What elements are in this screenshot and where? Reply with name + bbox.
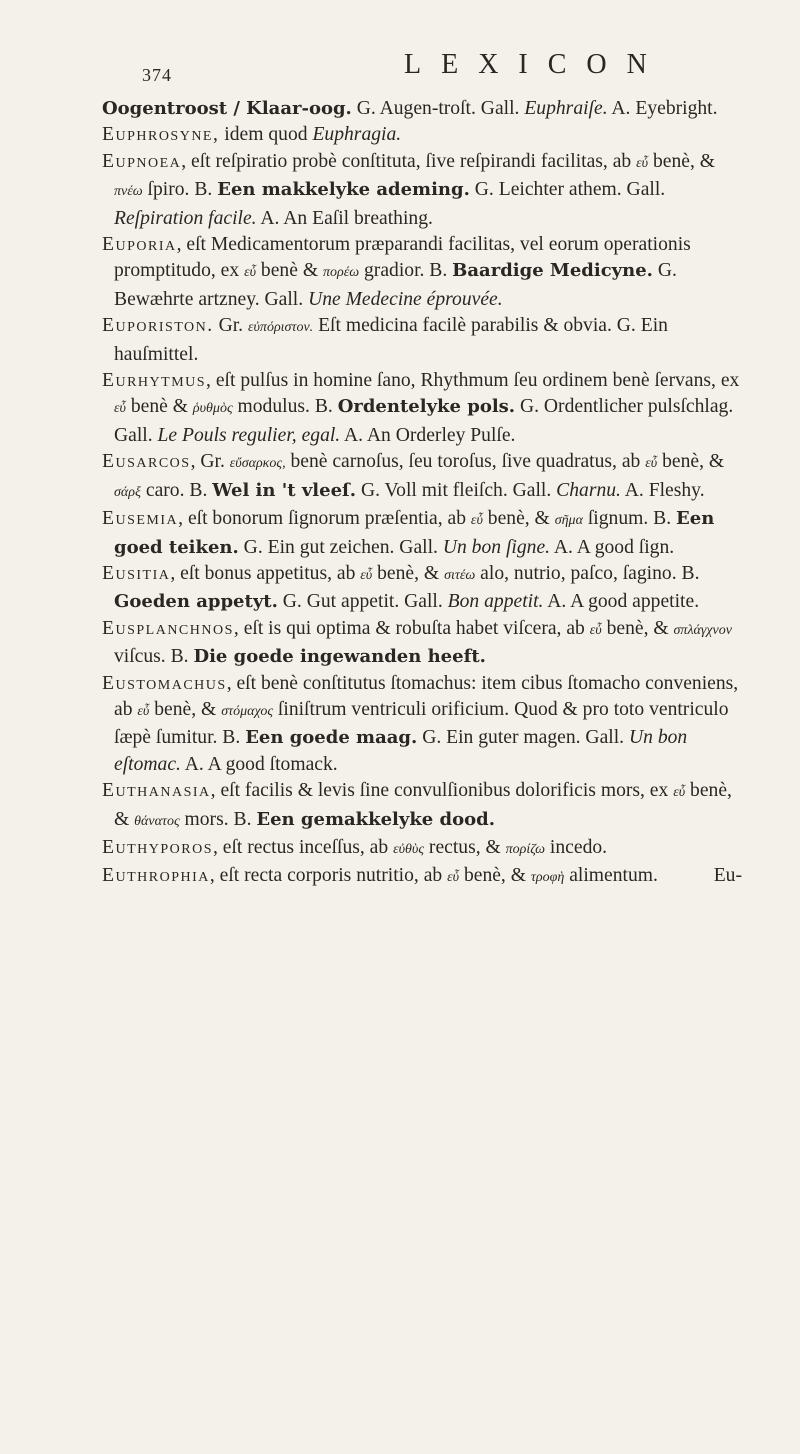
dutch-term: Baardige Medicyne. xyxy=(452,260,653,282)
entry-text: A. Eyebright. xyxy=(607,98,718,119)
entry-text: alo, nutrio, paſco, ſagino. B. xyxy=(475,562,700,584)
cross-reference: Euphragia. xyxy=(312,124,402,146)
entry-text: benè, & xyxy=(482,508,555,530)
entry-text: benè, & xyxy=(657,451,725,473)
headword: Eupnoea xyxy=(102,150,182,172)
entry-text: , eſt is qui optima & robuſta habet viſcera, ab xyxy=(233,617,590,639)
greek-word: εὔσαρκος, xyxy=(229,456,286,472)
french-term: Une Medecine éprouvée. xyxy=(308,288,503,310)
headword: Eusplanchnos xyxy=(102,617,234,639)
catchword: Eu- xyxy=(713,865,742,887)
entry-text: benè, & xyxy=(601,617,674,639)
dutch-term: Een goed teiken. xyxy=(114,508,715,558)
entry-text: , Gr. xyxy=(190,451,230,473)
dutch-term: Ordentelyke pols. xyxy=(337,396,516,418)
greek-word: σάρξ xyxy=(114,484,141,500)
entry-euphrosyne xyxy=(102,122,742,148)
entry-text: Gr. xyxy=(213,315,248,337)
entry-text: G. Voll mit fleiſch. Gall. xyxy=(356,479,557,501)
greek-word: εὖ xyxy=(589,622,602,638)
greek-word: εὐπόριστον. xyxy=(247,320,314,336)
entry-text: , eſt Medicamentorum præparandi facilitas, vel eorum operationis promptitudo, ex xyxy=(114,234,691,282)
entry-text: gradior. B. xyxy=(359,260,453,282)
entry-text: mors. B. xyxy=(179,808,257,830)
entry-eusarcos xyxy=(102,449,742,506)
entry-text: A. An Orderley Pulſe. xyxy=(340,424,516,446)
entry-euporia xyxy=(102,232,742,313)
greek-word: στόμαχος xyxy=(221,703,274,719)
greek-word: εὖ xyxy=(673,785,686,801)
entry-text: , eſt reſpiratio probè conſtituta, ſive reſpirandi facilitas, ab xyxy=(181,150,637,172)
dutch-term: Een makkelyke ademing. xyxy=(217,179,470,201)
greek-word: πνέω xyxy=(114,184,143,200)
entry-text: A. Fleshy. xyxy=(620,479,705,501)
headword: Eusarcos xyxy=(102,451,191,473)
entry-text: ſignum. B. xyxy=(582,508,677,530)
entry-text: rectus, & xyxy=(424,836,506,858)
greek-word: εὖ xyxy=(360,567,373,583)
greek-word: εὐθὺς xyxy=(393,841,425,857)
entry-text: G. Bewæhrte artzney. Gall. xyxy=(114,260,677,310)
entry-text: G. Augen-troſt. Gall. xyxy=(351,98,525,119)
entry-text: G. Ordentlicher pulsſchlag. Gall. xyxy=(114,396,734,446)
greek-word: εὖ xyxy=(114,401,126,417)
entry-text: Eſt medicina facilè parabilis & obvia. G. Ein hauſmittel. xyxy=(114,315,668,365)
greek-word: πορίζω xyxy=(505,841,546,857)
entry-euthrophia xyxy=(102,863,742,891)
headword: Eustomachus xyxy=(102,672,227,694)
entry-text: benè, & xyxy=(372,562,445,584)
entry-text: G. Ein guter magen. Gall. xyxy=(417,727,629,749)
french-term: Bon appetit. xyxy=(447,591,544,613)
entry-euthyporos xyxy=(102,835,742,863)
entry-text: , eſt pulſus in homine ſano, Rhythmum ſeu ordinem benè ſervans, ex xyxy=(206,370,740,392)
greek-word: σῆμα xyxy=(554,513,583,529)
entry-eustomachus xyxy=(102,671,742,779)
french-term: Charnu. xyxy=(556,479,621,501)
entry-text: , eſt recta corporis nutritio, ab xyxy=(209,865,448,887)
entry-oogentroost xyxy=(102,96,742,122)
dutch-term: Wel in 't vleeſ. xyxy=(212,479,357,501)
greek-word: τροφὴ xyxy=(530,870,565,886)
greek-word: εὖ xyxy=(645,456,658,472)
entry-text: G. Ein gut zeichen. Gall. xyxy=(238,536,443,558)
greek-word: εὖ xyxy=(447,870,460,886)
dutch-term: Goeden appetyt. xyxy=(114,591,278,613)
entry-text: benè, & xyxy=(648,150,715,172)
entry-text: A. A good ſtomack. xyxy=(180,753,338,775)
greek-word: θάνατος xyxy=(134,813,180,829)
entry-euthanasia xyxy=(102,778,742,835)
greek-word: ῥυθμὸς xyxy=(192,401,233,417)
entry-text: A. An Eaſil breathing. xyxy=(256,207,433,229)
entry-text: ſpiro. B. xyxy=(142,179,218,201)
greek-word: εὖ xyxy=(636,155,649,171)
entry-text: , eſt bonorum ſignorum præſentia, ab xyxy=(178,508,471,530)
greek-word: σιτέω xyxy=(444,567,476,583)
french-term: Un bon ſigne. xyxy=(442,536,551,558)
entry-text: benè & xyxy=(125,396,193,418)
headword: Euporiston. xyxy=(102,315,214,337)
entry-text: A. A good appetite. xyxy=(543,591,700,613)
entry-eurhytmus xyxy=(102,368,742,449)
entry-text: ſiniſtrum ventriculi orificium. Quod & pro toto ventriculo ſæpè ſumitur. B. xyxy=(114,698,729,749)
entry-eusitia xyxy=(102,561,742,616)
dutch-term: Oogentroost / Klaar-oog. xyxy=(102,98,352,119)
entry-text: G. Leichter athem. Gall. xyxy=(469,179,666,201)
headword: Eurhytmus xyxy=(102,370,207,392)
french-term: Le Pouls regulier, egal. xyxy=(157,424,341,446)
dutch-term: Een gemakkelyke dood. xyxy=(256,808,495,830)
running-head xyxy=(102,49,742,92)
entry-text: benè, & xyxy=(114,780,732,830)
entry-text: caro. B. xyxy=(140,479,213,501)
headword: Euphrosyne, xyxy=(102,124,220,146)
entry-text: G. Gut appetit. Gall. xyxy=(277,591,448,613)
entry-eusemia xyxy=(102,506,742,561)
entry-text: idem quod xyxy=(219,124,313,146)
entry-text: benè & xyxy=(256,260,323,282)
headword: Eusitia xyxy=(102,562,171,584)
greek-word: εὖ xyxy=(137,703,150,719)
greek-word: εὖ xyxy=(244,265,257,281)
entry-text: , eſt rectus inceſſus, ab xyxy=(212,836,394,858)
greek-word: πορέω xyxy=(322,265,360,281)
entry-eusplanchnos xyxy=(102,616,742,671)
french-term: Reſpiration facile. xyxy=(114,207,257,229)
entry-text: viſcus. B. xyxy=(114,646,194,668)
headword: Euthrophia xyxy=(102,865,210,887)
greek-word: σπλάγχνον xyxy=(673,622,732,638)
headword: Euporia xyxy=(102,234,177,256)
dutch-term: Een goede maag. xyxy=(245,727,418,749)
entry-text: modulus. B. xyxy=(232,396,338,418)
entry-euporiston xyxy=(102,313,742,368)
entry-text: benè carnoſus, ſeu toroſus, ſive quadratus, ab xyxy=(285,451,646,473)
entry-text: benè, & xyxy=(459,865,531,887)
entry-text: , eſt facilis & levis ſine convulſionibus dolorificis mors, ex xyxy=(210,780,674,802)
headword: Eusemia xyxy=(102,508,179,530)
entry-text: incedo. xyxy=(545,836,608,858)
entry-text: A. A good ſign. xyxy=(550,536,675,558)
entry-eupnoea xyxy=(102,149,742,232)
page-number: 374 xyxy=(142,65,172,85)
french-term: Euphraiſe. xyxy=(524,98,608,119)
headword: Euthyporos xyxy=(102,836,213,858)
entry-text: , eſt bonus appetitus, ab xyxy=(170,562,361,584)
greek-word: εὖ xyxy=(470,513,483,529)
entry-text: , eſt benè conſtitutus ſtomachus: item cibus ſtomacho conveniens, ab xyxy=(114,672,739,720)
entry-text: benè, & xyxy=(149,698,222,720)
running-title: LEXICON xyxy=(404,49,667,80)
french-term: Un bon eſtomac. xyxy=(114,727,688,775)
dutch-term: Die goede ingewanden heeft. xyxy=(193,646,486,668)
headword: Euthanasia xyxy=(102,780,211,802)
entry-text: alimentum. xyxy=(564,865,658,887)
